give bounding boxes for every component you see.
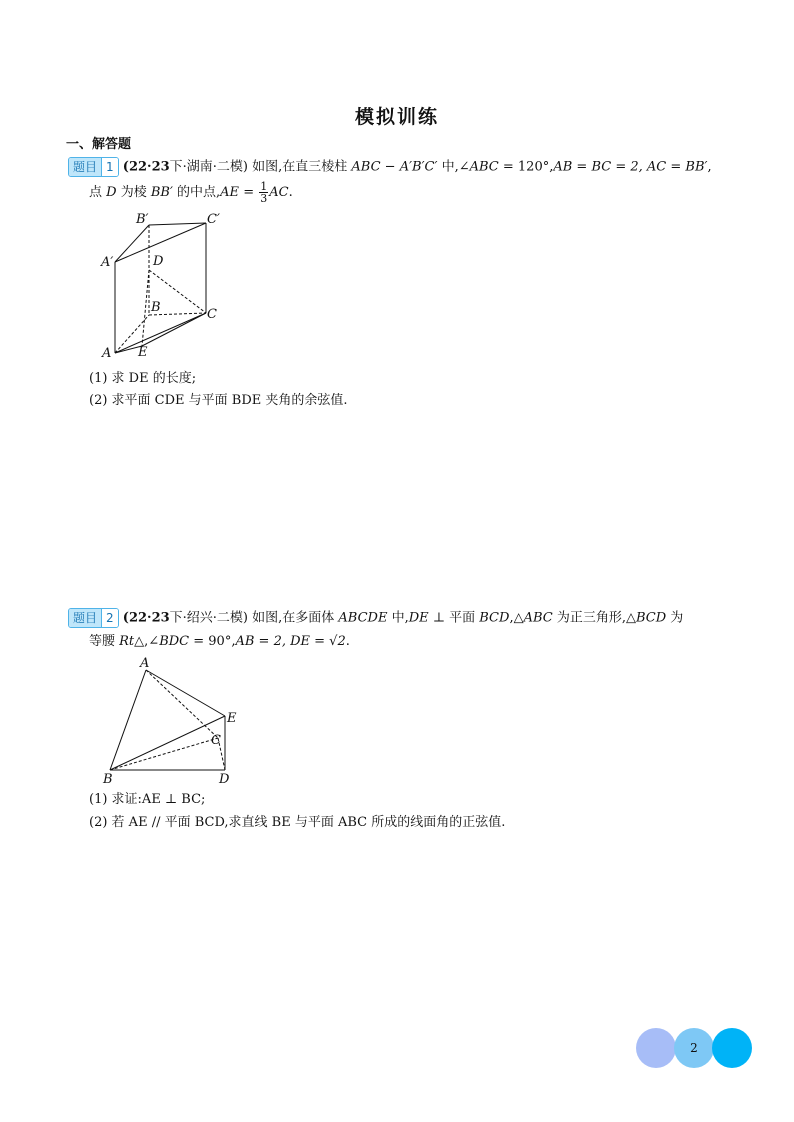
decor-circle-3 bbox=[712, 1028, 752, 1068]
q2-text: 如图,在多面体 bbox=[252, 610, 339, 626]
q2-triangle: ABC bbox=[523, 610, 553, 626]
label-c-prime: C′ bbox=[207, 212, 220, 227]
q2-text: △,∠ bbox=[134, 633, 160, 649]
fraction bbox=[259, 181, 268, 204]
question-source-rest: 下·绍兴·二模) bbox=[169, 610, 248, 626]
q1-text: 中,∠ bbox=[437, 159, 470, 175]
page-number bbox=[674, 1028, 714, 1068]
page-number-text: 2 bbox=[690, 1041, 698, 1055]
edge-line bbox=[149, 223, 206, 225]
badge-label: 题目 bbox=[69, 609, 101, 627]
q2-text: 为正三角形,△ bbox=[552, 610, 636, 626]
q1-text: = 120°, bbox=[498, 159, 554, 175]
label-e: E bbox=[227, 711, 237, 726]
question-1 bbox=[68, 157, 712, 204]
question-source: (22·23 bbox=[122, 159, 170, 175]
q1-text: 的中点, bbox=[172, 184, 221, 200]
q2-text: ,△ bbox=[509, 610, 524, 626]
hidden-edge bbox=[110, 738, 218, 770]
label-d: D bbox=[219, 772, 230, 787]
q1-edge: BB′ bbox=[150, 184, 173, 200]
q2-text: = 90°, bbox=[189, 633, 236, 649]
question-source: (22·23 bbox=[122, 610, 170, 626]
edge-line bbox=[115, 225, 149, 262]
label-b-prime: B′ bbox=[136, 212, 149, 227]
label-c: C bbox=[207, 307, 217, 322]
edge-line bbox=[146, 670, 225, 716]
q1-angle: ABC bbox=[469, 159, 499, 175]
question-source-rest: 下·湖南·二模) bbox=[169, 159, 248, 175]
q1-ac: AC bbox=[269, 184, 289, 200]
label-a: A bbox=[140, 656, 150, 671]
question-2 bbox=[68, 608, 683, 652]
edge-line bbox=[142, 313, 206, 346]
q2-polyhedron: ABCDE bbox=[338, 610, 388, 626]
label-d: D bbox=[153, 254, 164, 269]
q2-text: . bbox=[345, 633, 350, 649]
section-heading: 一、解答题 bbox=[66, 137, 132, 152]
edge-line bbox=[110, 670, 146, 770]
q2-text: 中, bbox=[387, 610, 409, 626]
q1-subquestion-1: (1) 求 DE 的长度; bbox=[89, 371, 197, 386]
label-b: B bbox=[151, 300, 161, 315]
label-b: B bbox=[103, 772, 113, 787]
prism-figure bbox=[95, 205, 235, 365]
label-a-prime: A′ bbox=[101, 255, 114, 270]
hidden-edge bbox=[146, 670, 218, 738]
q2-text: 等腰 bbox=[89, 633, 120, 649]
q2-text: 为 bbox=[666, 610, 684, 626]
q1-condition: AB = BC = 2, AC = BB′ bbox=[553, 159, 708, 175]
q2-condition: AB = 2, DE = √2 bbox=[235, 633, 346, 649]
edge-line bbox=[115, 313, 206, 353]
q2-subquestion-1: (1) 求证:AE ⊥ BC; bbox=[89, 792, 206, 807]
q1-text: , bbox=[707, 159, 712, 175]
label-a: A bbox=[102, 346, 112, 361]
label-c: C bbox=[211, 733, 221, 748]
question-badge bbox=[68, 608, 119, 628]
q2-subquestion-2: (2) 若 AE // 平面 BCD,求直线 BE 与平面 ABC 所成的线面角的正弦值. bbox=[89, 815, 506, 830]
q1-point: D bbox=[106, 184, 117, 200]
badge-number: 1 bbox=[101, 158, 118, 176]
q2-angle: BDC bbox=[159, 633, 190, 649]
edge-line bbox=[110, 716, 225, 770]
polyhedron-figure bbox=[100, 652, 250, 792]
q2-text: 平面 bbox=[445, 610, 480, 626]
q1-text: 为棱 bbox=[116, 184, 151, 200]
q1-text: 如图,在直三棱柱 bbox=[252, 159, 352, 175]
page-title: 模拟训练 bbox=[354, 106, 439, 128]
q1-text: . bbox=[288, 184, 293, 200]
fraction-numerator: 1 bbox=[260, 179, 268, 193]
badge-label: 题目 bbox=[69, 158, 101, 176]
hidden-edge bbox=[142, 270, 149, 346]
q1-subquestion-2: (2) 求平面 CDE 与平面 BDE 夹角的余弦值. bbox=[89, 393, 348, 408]
q2-de-perp: DE ⊥ bbox=[408, 610, 445, 626]
label-e: E bbox=[138, 345, 148, 360]
fraction-denominator: 3 bbox=[260, 191, 268, 205]
q1-text: 点 bbox=[89, 184, 107, 200]
decor-circle-1 bbox=[636, 1028, 676, 1068]
q2-triangle: BCD bbox=[635, 610, 667, 626]
q1-ae: AE bbox=[220, 184, 240, 200]
q2-plane: BCD bbox=[479, 610, 510, 626]
q1-text: = bbox=[239, 184, 259, 200]
badge-number: 2 bbox=[101, 609, 118, 627]
question-badge bbox=[68, 157, 119, 177]
q2-rt: Rt bbox=[119, 633, 135, 649]
q1-prism: ABC − A′B′C′ bbox=[351, 159, 438, 175]
